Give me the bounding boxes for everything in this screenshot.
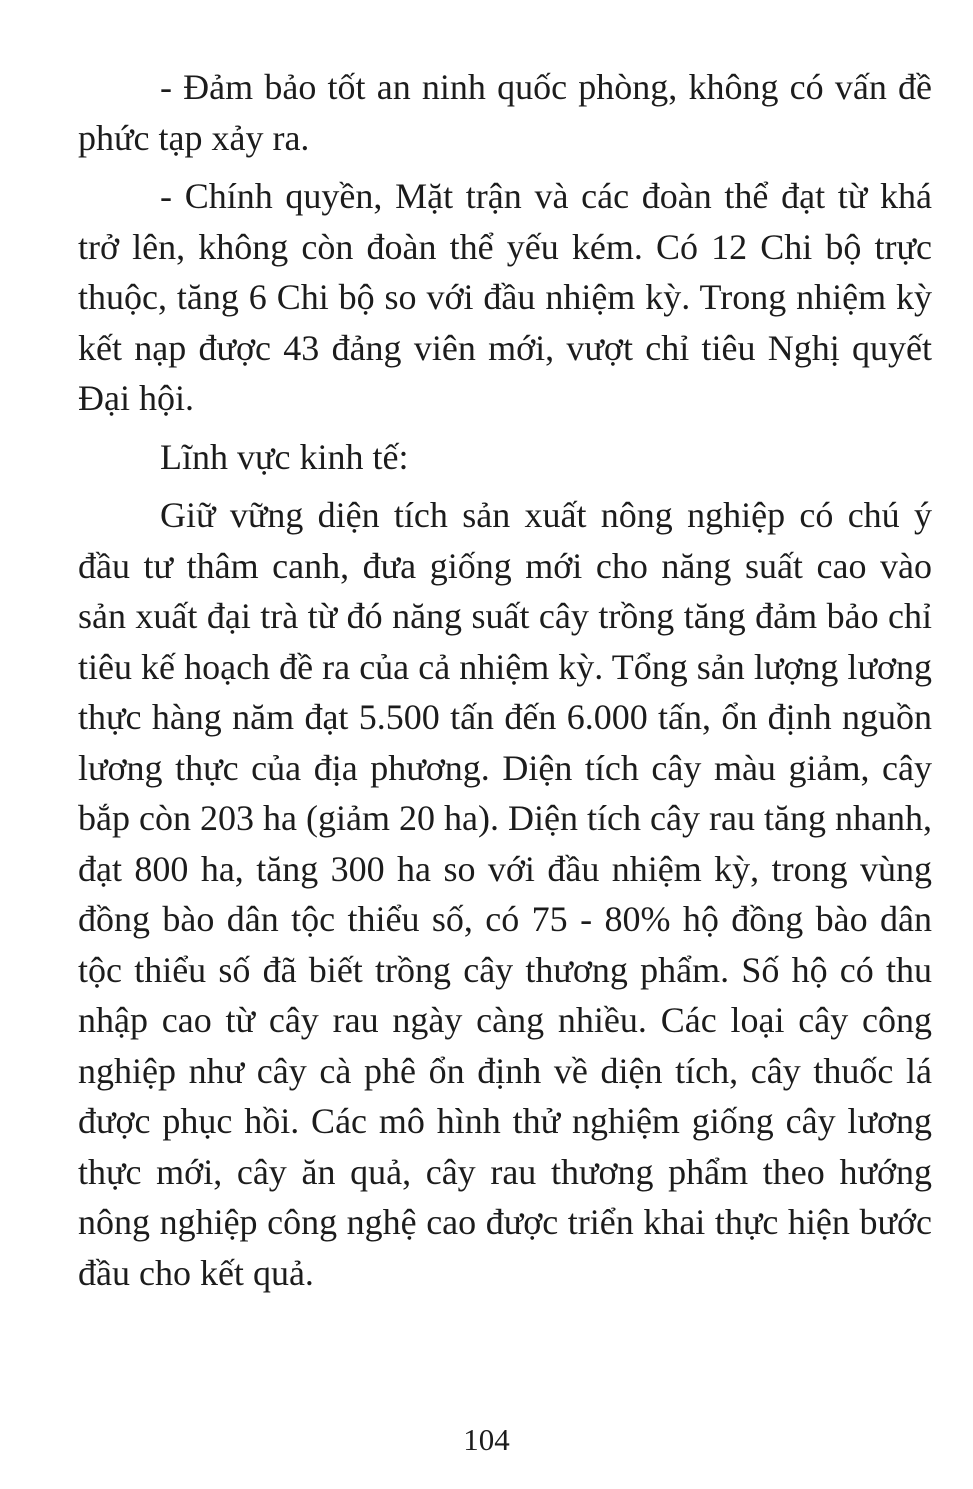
page-number: 104 <box>463 1422 510 1457</box>
paragraph-government: - Chính quyền, Mặt trận và các đoàn thể đạt từ khá trở lên, không còn đoàn thể yếu kém. Có 12 Chi bộ trực thuộc, tăng 6 Chi bộ so với đầu nhiệm kỳ. Trong nhiệm kỳ kết nạp được 43 đảng viên mới, vượt chỉ tiêu Nghị quyết Đại hội. <box>78 176 932 418</box>
body-text <box>78 62 932 1298</box>
paragraph-economy: Giữ vững diện tích sản xuất nông nghiệp có chú ý đầu tư thâm canh, đưa giống mới cho năng suất cao vào sản xuất đại trà từ đó năng suất cây trồng tăng đảm bảo chỉ tiêu kế hoạch đề ra của cả nhiệm kỳ. Tổng sản lượng lương thực hàng năm đạt 5.500 tấn đến 6.000 tấn, ổn định nguồn lương thực của địa phương. Diện tích cây màu giảm, cây bắp còn 203 ha (giảm 20 ha). Diện tích cây rau tăng nhanh, đạt 800 ha, tăng 300 ha so với đầu nhiệm kỳ, trong vùng đồng bào dân tộc thiểu số, có 75 - 80% hộ đồng bào dân tộc thiểu số đã biết trồng cây thương phẩm. Số hộ có thu nhập cao từ cây rau ngày càng nhiều. Các loại cây công nghiệp như cây cà phê ổn định về diện tích, cây thuốc lá được phục hồi. Các mô hình thử nghiệm giống cây lương thực mới, cây ăn quả, cây rau thương phẩm theo hướng nông nghiệp công nghệ cao được triển khai thực hiện bước đầu cho kết quả. <box>78 495 932 1293</box>
section-heading-economy: Lĩnh vực kinh tế: <box>160 436 409 477</box>
paragraph-security: - Đảm bảo tốt an ninh quốc phòng, không có vấn đề phức tạp xảy ra. <box>78 67 932 158</box>
